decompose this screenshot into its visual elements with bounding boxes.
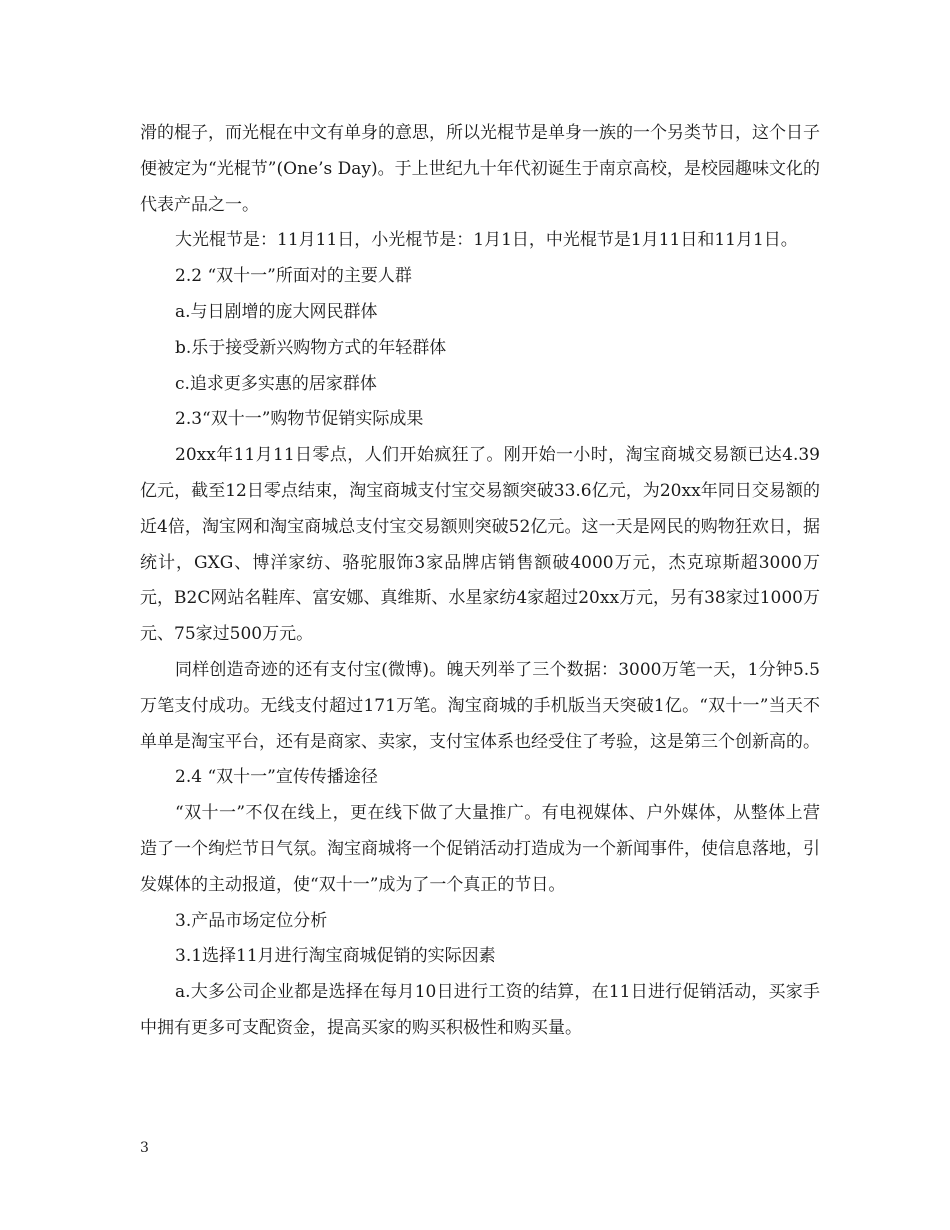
paragraph-alipay: 同样创造奇迹的还有支付宝(微博)。魄天列举了三个数据：3000万笔一天，1分钟5.5万笔支付成功。无线支付超过171万笔。淘宝商城的手机版当天突破1亿。“双十一”当天不单单是淘宝平台，还有是商家、卖家，支付宝体系也经受住了考验，这是第三个创新高的。 (140, 659, 820, 752)
section-heading-2-2: 2.2 “双十一”所面对的主要人群 (175, 266, 412, 287)
section-heading-3: 3.产品市场定位分析 (175, 910, 328, 931)
section-heading-2-3: 2.3“双十一”购物节促销实际成果 (175, 409, 424, 430)
paragraph-2: 大光棍节是：11月11日，小光棍节是：1月1日，中光棍节是1月11日和11月1日。 (175, 230, 798, 251)
paragraph-factor-a: a.大多公司企业都是选择在每月10日进行工资的结算，在11日进行促销活动，买家手中拥有更多可支配资金，提高买家的购买积极性和购买量。 (140, 982, 820, 1038)
page-number: 3 (140, 1140, 149, 1156)
paragraph-promotion: “双十一”不仅在线上，更在线下做了大量推广。有电视媒体、户外媒体，从整体上营造了一个绚烂节日气氛。淘宝商城将一个促销活动打造成为一个新闻事件，使信息落地，引发媒体的主动报道，使“双十一”成为了一个真正的节日。 (140, 803, 820, 895)
section-heading-2-4: 2.4 “双十一”宣传传播途径 (175, 767, 378, 788)
paragraph-results: 20xx年11月11日零点，人们开始疯狂了。刚开始一小时，淘宝商城交易额已达4.39亿元，截至12日零点结束，淘宝商城支付宝交易额突破33.6亿元，为20xx年同日交易额的近4倍，淘宝网和淘宝商城总支付宝交易额则突破52亿元。这一天是网民的购物狂欢日，据统计，GXG、博洋家纺、骆驼服饰3家品牌店销售额破4000万元，杰克琼斯超3000万元，B2C网站名鞋库、富安娜、真维斯、水星家纺4家超过20xx万元，另有38家过1000万元、75家过500万元。 (140, 445, 820, 645)
list-item-b: b.乐于接受新兴购物方式的年轻群体 (175, 337, 447, 358)
paragraph-1: 滑的棍子，而光棍在中文有单身的意思，所以光棍节是单身一族的一个另类节日，这个日子便被定为“光棍节”(One’s Day)。于上世纪九十年代初诞生于南京高校，是校园趣味文化的代表产品之一。 (140, 123, 820, 215)
list-item-a: a.与日剧增的庞大网民群体 (175, 301, 378, 322)
list-item-c: c.追求更多实惠的居家群体 (175, 373, 377, 394)
section-heading-3-1: 3.1选择11月进行淘宝商城促销的实际因素 (175, 946, 496, 967)
document-body (140, 116, 820, 1047)
